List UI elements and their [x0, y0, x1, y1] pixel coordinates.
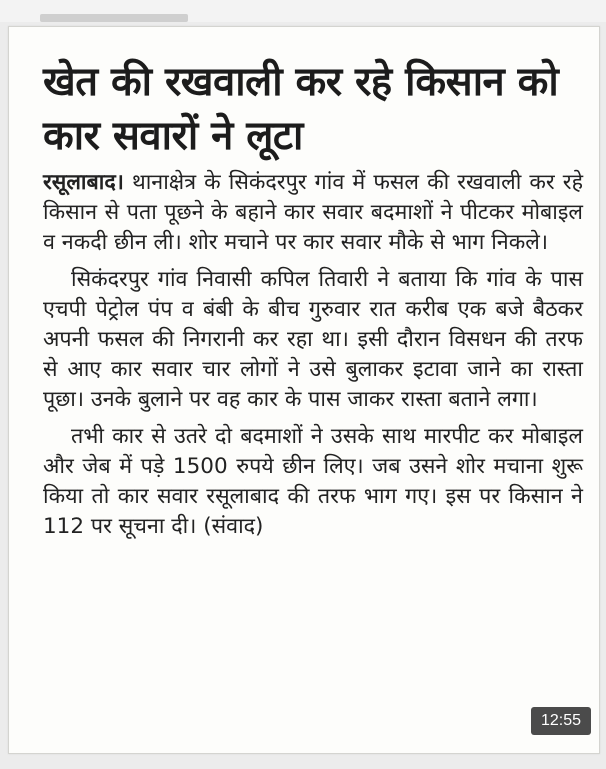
- article-paragraph-1: [43, 168, 583, 258]
- paragraph-1-text: थानाक्षेत्र के सिकंदरपुर गांव में फसल की रखवाली कर रहे किसान से पता पूछने के बहाने कार सवार बदमाशों ने पीटकर मोबाइल व नकदी छीन ली। शोर मचाने पर कार सवार मौके से भाग निकले।: [43, 170, 583, 255]
- newspaper-clipping: [8, 26, 600, 754]
- article-body: [43, 168, 583, 542]
- dateline: रसूलाबाद।: [43, 170, 124, 195]
- article-paragraph-2: सिकंदरपुर गांव निवासी कपिल तिवारी ने बताया कि गांव के पास एचपी पेट्रोल पंप व बंबी के बीच गुरुवार रात करीब एक बजे बैठकर अपनी फसल की निगरानी कर रहा था। इसी दौरान विसधन की तरफ से आए कार सवार चार लोगों ने उसे बुलाकर इटावा जाने का रास्ता पूछा। उनके बुलाने पर वह कार के पास जाकर रास्ता बताने लगा।: [43, 267, 583, 412]
- article-paragraph-3: तभी कार से उतरे दो बदमाशों ने उसके साथ मारपीट कर मोबाइल और जेब में पड़े 1500 रुपये छीन लिए। जब उसने शोर मचाना शुरू किया तो कार सवार रसूलाबाद की तरफ भाग गए। इस पर किसान ने 112 पर सूचना दी। (संवाद): [43, 424, 583, 539]
- headline: खेत की रखवाली कर रहे किसान को कार सवारों ने लूटा: [43, 59, 559, 159]
- top-tab-indicator: [40, 14, 188, 22]
- top-bar: [0, 0, 606, 22]
- video-timestamp: 12:55: [531, 707, 591, 735]
